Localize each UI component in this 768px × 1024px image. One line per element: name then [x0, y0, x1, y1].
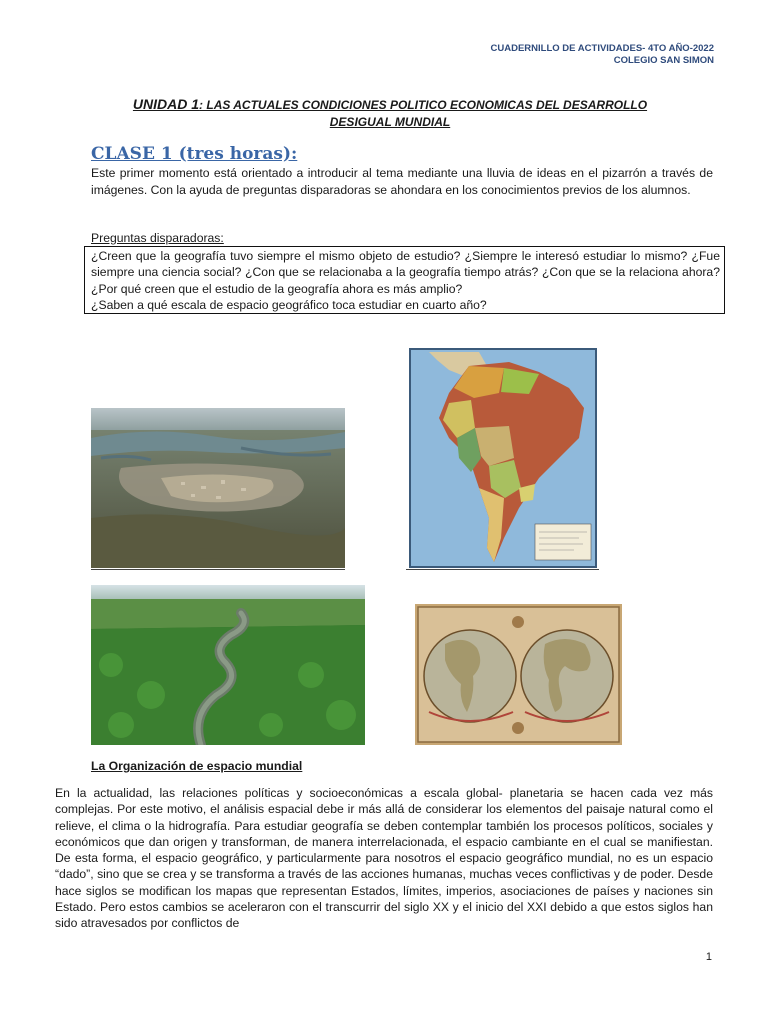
unit-title-line-2: DESIGUAL MUNDIAL	[329, 115, 451, 129]
south-america-map	[409, 348, 597, 568]
map-image-icon	[409, 348, 597, 568]
antique-world-map	[415, 604, 622, 745]
image-underline	[406, 569, 599, 570]
questions-scale-text: ¿Saben a qué escala de espacio geográfico toca estudiar en cuarto año?	[91, 297, 487, 312]
unit-title	[90, 96, 690, 131]
old-map-image-icon	[415, 604, 622, 745]
page-number: 1	[705, 951, 712, 963]
questions-text: ¿Creen que la geografía tuvo siempre el mismo objeto de estudio? ¿Siempre le interesó estudiar lo mismo? ¿Fue siempre una ciencia social? ¿Con que se relacionaba a la geografía tiempo atrás? ¿Con que se la relaciona ahora? ¿Por qué creen que el estudio de la geografía ahora es más amplio?	[91, 249, 720, 296]
document-header	[491, 43, 714, 67]
image-underline	[91, 569, 345, 570]
header-line-1: CUADERNILLO DE ACTIVIDADES- 4TO AÑO-2022	[490, 43, 714, 54]
rainforest-river-photo	[91, 585, 365, 745]
clase-intro: Este primer momento está orientado a introducir al tema mediante una lluvia de ideas en el pizarrón a través de imágenes. Con la ayuda de preguntas disparadoras se ahondara en los conocimientos previos de los alumnos.	[91, 166, 713, 197]
aerial-city-photo	[91, 408, 345, 568]
clase-heading: CLASE 1 (tres horas):	[91, 144, 298, 164]
unit-title-line-1: : LAS ACTUALES CONDICIONES POLITICO ECONOMICAS DEL DESARROLLO	[199, 98, 648, 112]
questions-box	[84, 246, 725, 314]
header-line-2: COLEGIO SAN SIMON	[613, 55, 714, 66]
section-title: La Organización de espacio mundial	[91, 759, 303, 773]
aerial-city-image-icon	[91, 408, 345, 568]
forest-image-icon	[91, 585, 365, 745]
questions-label: Preguntas disparadoras:	[91, 231, 224, 245]
section-body: En la actualidad, las relaciones políticas y socioeconómicas a escala global- planetaria se hacen cada vez más complejas. Por este motivo, el análisis espacial debe ir más allá de considerar los elementos del paisaje natural como el relieve, el clima o la hidrografía. Para estudiar geografía se deben contemplar también los procesos políticos, sociales y económicos que dan origen y transforman, de manera interrelacionada, el espacio cambiante en el cual se manifiestan. De esta forma, el espacio geográfico, y particularmente para nosotros el espacio geográfico mundial, no es un espacio “dado”, sino que se crea y se transforma a través de las acciones humanas, muchas veces conflictivas y de poder. Desde hace siglos se modifican los mapas que representan Estados, límites, imperios, asociaciones de países y naciones sin Estado. Pero estos cambios se aceleraron con el transcurrir del siglo XX y el inicio del XXI debido a que estos siglos han sido atravesados por conflictos de	[55, 786, 713, 931]
unit-lead: UNIDAD 1	[132, 96, 200, 112]
